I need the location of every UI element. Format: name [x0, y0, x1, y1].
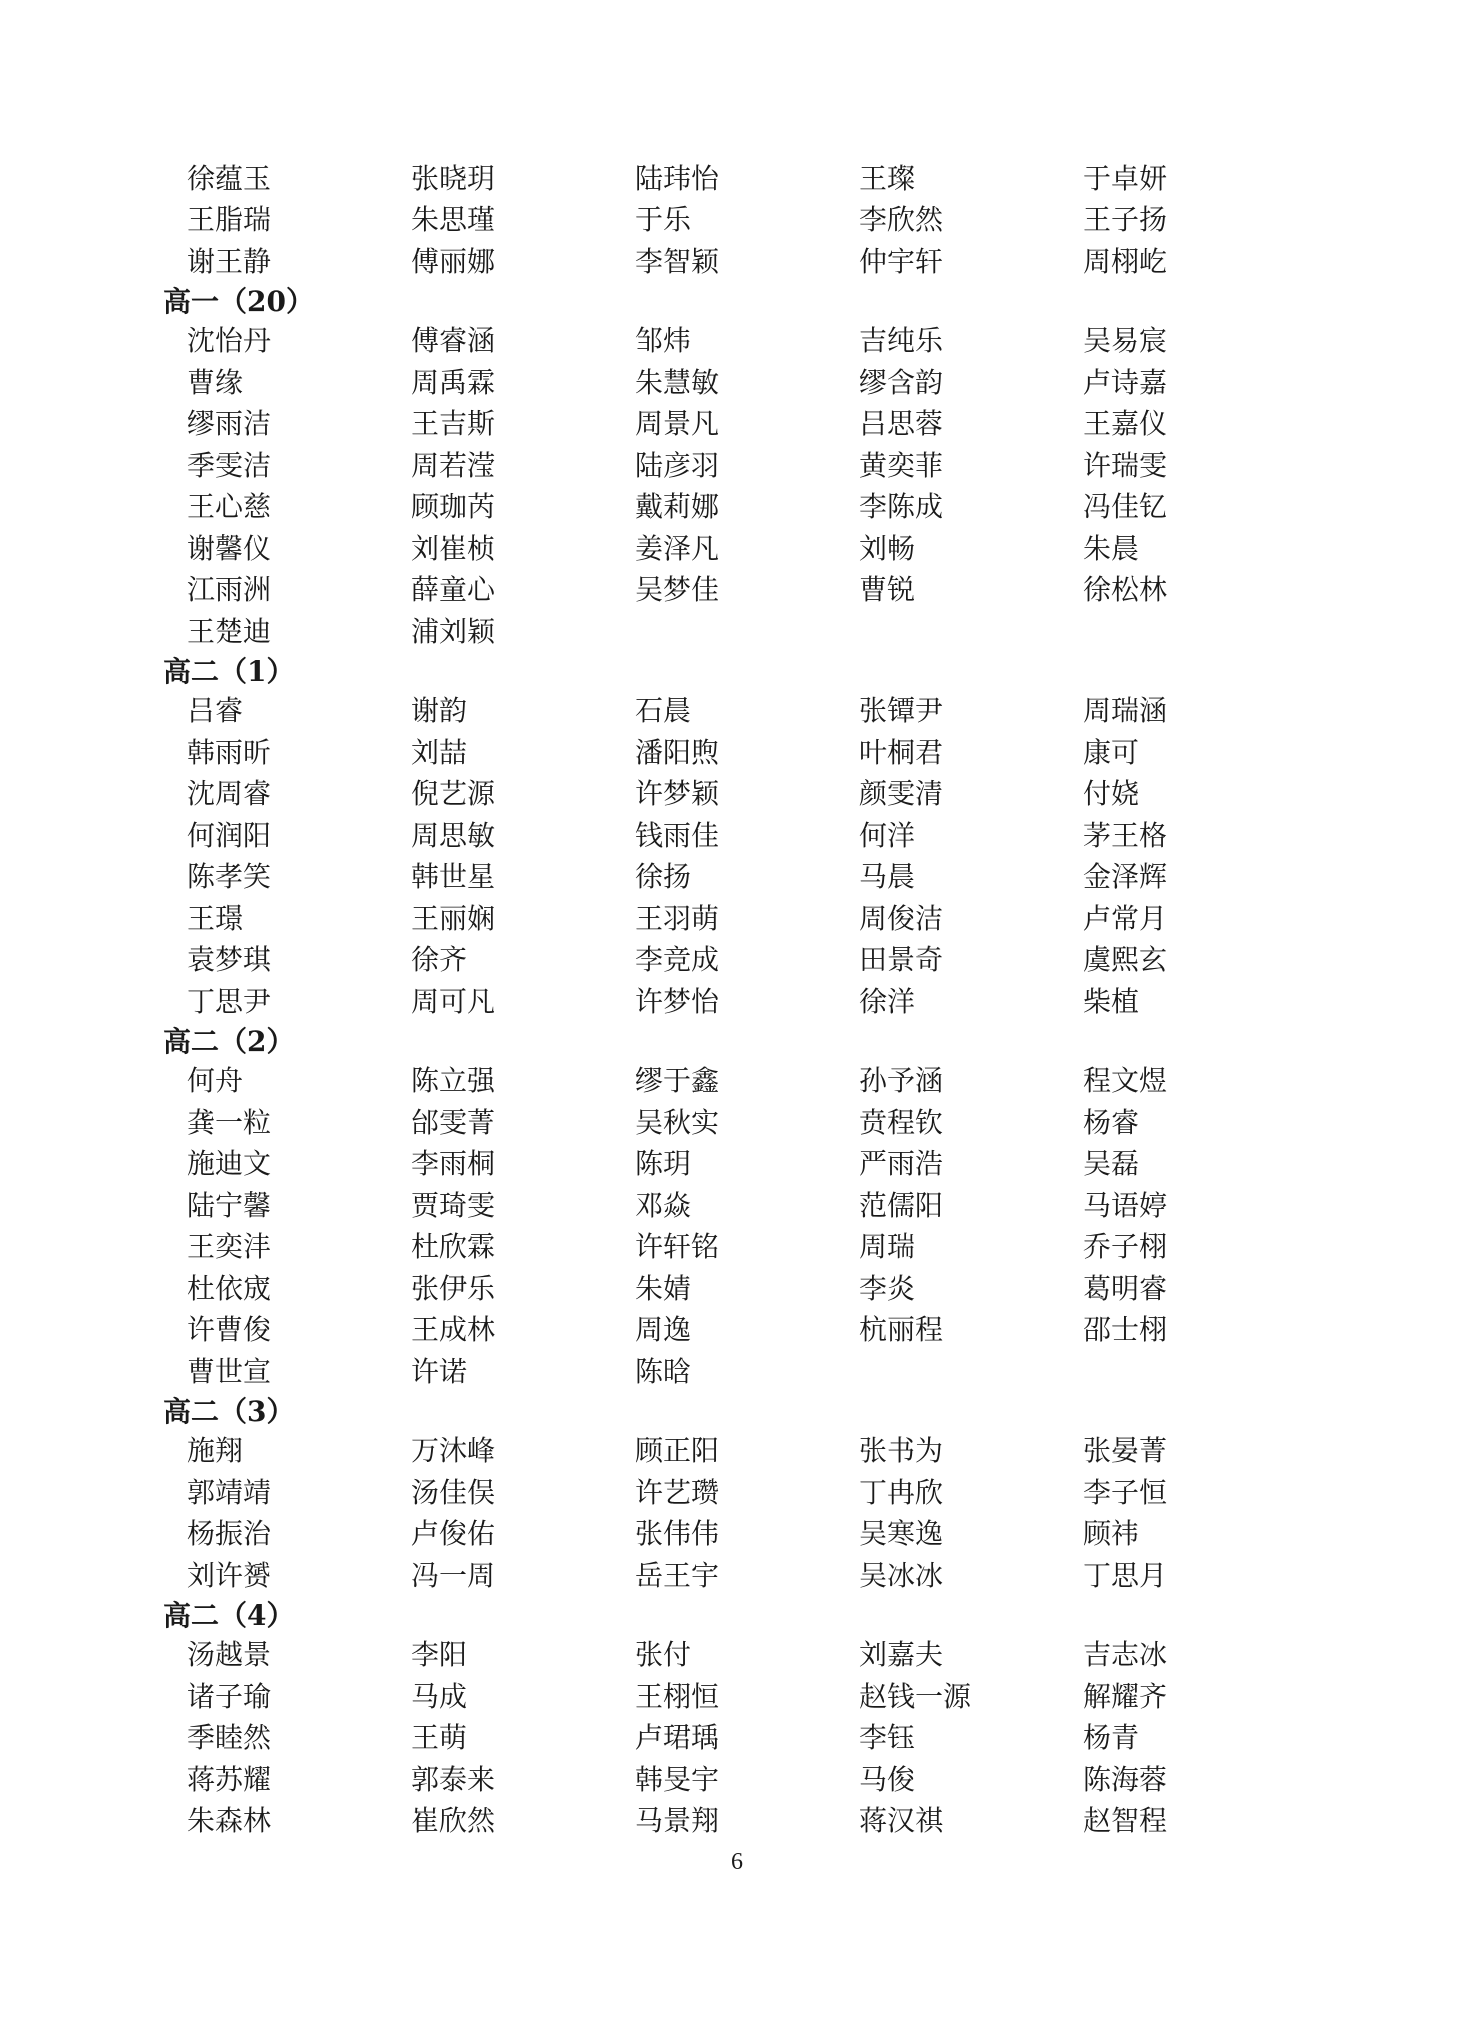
student-name: 李钰 — [859, 1721, 916, 1755]
student-name: 谢王静 — [187, 244, 272, 278]
student-name: 钱雨佳 — [635, 818, 720, 852]
student-name: 曹锐 — [859, 573, 916, 607]
name-row — [175, 1799, 1295, 1841]
student-name: 周思敏 — [411, 818, 496, 852]
student-name: 陆宁馨 — [187, 1188, 272, 1222]
student-name: 沈周睿 — [187, 777, 272, 811]
student-name: 李欣然 — [859, 203, 944, 237]
student-name: 许梦颖 — [635, 777, 720, 811]
student-name: 蒋苏耀 — [187, 1762, 272, 1796]
student-name: 许诺 — [411, 1354, 468, 1388]
student-name: 陆玮怡 — [635, 161, 720, 195]
name-row — [175, 1553, 1295, 1595]
student-name: 陈孝笑 — [187, 860, 272, 894]
name-row — [175, 1716, 1295, 1758]
name-row — [175, 1183, 1295, 1225]
name-row — [175, 402, 1295, 444]
student-name: 王子扬 — [1083, 203, 1168, 237]
student-name: 赵钱一源 — [859, 1679, 972, 1713]
student-name: 朱思瑾 — [411, 203, 496, 237]
student-name: 许轩铭 — [635, 1230, 720, 1264]
name-row — [175, 1633, 1295, 1675]
student-name: 江雨洲 — [187, 573, 272, 607]
student-name: 黄奕菲 — [859, 448, 944, 482]
student-name: 张晓玥 — [411, 161, 496, 195]
student-name: 贾琦雯 — [411, 1188, 496, 1222]
name-row — [175, 979, 1295, 1021]
student-name: 吴磊 — [1083, 1147, 1140, 1181]
student-name: 傅丽娜 — [411, 244, 496, 278]
student-name: 施翔 — [187, 1434, 244, 1468]
student-name: 缪于鑫 — [635, 1064, 720, 1098]
student-name: 王嘉仪 — [1083, 407, 1168, 441]
class-heading: 高二（2） — [163, 1024, 295, 1058]
name-row — [175, 896, 1295, 938]
student-name: 许艺瓒 — [635, 1475, 720, 1509]
name-row — [175, 1142, 1295, 1184]
class-section — [163, 1391, 1295, 1595]
student-name: 袁梦琪 — [187, 943, 272, 977]
student-name: 吴秋实 — [635, 1105, 720, 1139]
student-name: 王丽娴 — [411, 901, 496, 935]
student-name: 顾珈芮 — [411, 490, 496, 524]
student-name: 郭靖靖 — [187, 1475, 272, 1509]
student-name: 邓焱 — [635, 1188, 692, 1222]
student-name: 潘阳煦 — [635, 735, 720, 769]
student-name: 马语婷 — [1083, 1188, 1168, 1222]
student-name: 马景翔 — [635, 1804, 720, 1838]
student-name: 顾祎 — [1083, 1517, 1140, 1551]
student-name: 周瑞涵 — [1083, 694, 1168, 728]
student-name: 王栩恒 — [635, 1679, 720, 1713]
class-heading: 高二（1） — [163, 654, 295, 688]
student-name: 朱慧敏 — [635, 365, 720, 399]
student-name: 徐扬 — [635, 860, 692, 894]
student-name: 汤越景 — [187, 1638, 272, 1672]
student-name: 茅王格 — [1083, 818, 1168, 852]
student-name: 丁思尹 — [187, 984, 272, 1018]
student-name: 杨振治 — [187, 1517, 272, 1551]
student-name: 王脂瑞 — [187, 203, 272, 237]
student-name: 陈晗 — [635, 1354, 692, 1388]
student-name: 周瑞 — [859, 1230, 916, 1264]
student-name: 邰雯菁 — [411, 1105, 496, 1139]
student-name: 缪雨洁 — [187, 407, 272, 441]
student-name: 杜依宬 — [187, 1271, 272, 1305]
student-name: 冯佳钇 — [1083, 490, 1168, 524]
student-name: 曹世宣 — [187, 1354, 272, 1388]
student-name: 季睦然 — [187, 1721, 272, 1755]
student-name: 徐松林 — [1083, 573, 1168, 607]
student-name: 杨青 — [1083, 1721, 1140, 1755]
student-name: 乔子栩 — [1083, 1230, 1168, 1264]
student-name: 周俊洁 — [859, 901, 944, 935]
name-row — [175, 1059, 1295, 1101]
student-name: 许曹俊 — [187, 1313, 272, 1347]
student-name: 吉纯乐 — [859, 324, 944, 358]
student-name: 丁思月 — [1083, 1558, 1168, 1592]
student-name: 何润阳 — [187, 818, 272, 852]
name-row — [175, 730, 1295, 772]
student-name: 解耀齐 — [1083, 1679, 1168, 1713]
student-name: 李智颖 — [635, 244, 720, 278]
name-row — [175, 689, 1295, 731]
student-name: 葛明睿 — [1083, 1271, 1168, 1305]
class-section — [175, 156, 1295, 281]
student-name: 王吉斯 — [411, 407, 496, 441]
student-name: 马晨 — [859, 860, 916, 894]
student-name: 薛童心 — [411, 573, 496, 607]
student-name: 卢珺瑀 — [635, 1721, 720, 1755]
page-number: 6 — [731, 1849, 743, 1875]
student-name: 朱森林 — [187, 1804, 272, 1838]
student-name: 石晨 — [635, 694, 692, 728]
student-name: 马俊 — [859, 1762, 916, 1796]
name-row — [175, 156, 1295, 198]
student-name: 王奕沣 — [187, 1230, 272, 1264]
student-name: 徐蕴玉 — [187, 161, 272, 195]
name-row — [175, 938, 1295, 980]
student-name: 许瑞雯 — [1083, 448, 1168, 482]
student-name: 韩雨昕 — [187, 735, 272, 769]
student-name: 颜雯清 — [859, 777, 944, 811]
student-name: 傅睿涵 — [411, 324, 496, 358]
student-name: 王心慈 — [187, 490, 272, 524]
student-name: 吴梦佳 — [635, 573, 720, 607]
student-name: 金泽辉 — [1083, 860, 1168, 894]
student-name: 张伟伟 — [635, 1517, 720, 1551]
name-row — [175, 1674, 1295, 1716]
name-row — [175, 1470, 1295, 1512]
student-name: 徐洋 — [859, 984, 916, 1018]
student-name: 李陈成 — [859, 490, 944, 524]
name-row — [175, 1308, 1295, 1350]
student-name: 杨睿 — [1083, 1105, 1140, 1139]
class-heading: 高二（4） — [163, 1598, 295, 1632]
student-name: 刘嘉夫 — [859, 1638, 944, 1672]
student-name: 徐齐 — [411, 943, 468, 977]
name-row — [175, 855, 1295, 897]
student-name: 吕思蓉 — [859, 407, 944, 441]
student-name: 张伊乐 — [411, 1271, 496, 1305]
name-row — [175, 526, 1295, 568]
student-name: 陈玥 — [635, 1147, 692, 1181]
student-name: 韩旻宇 — [635, 1762, 720, 1796]
name-row — [175, 1349, 1295, 1391]
student-name: 仲宇轩 — [859, 244, 944, 278]
student-name: 郭泰来 — [411, 1762, 496, 1796]
name-row — [175, 1429, 1295, 1471]
name-row — [175, 609, 1295, 651]
student-name: 于乐 — [635, 203, 692, 237]
name-row — [175, 443, 1295, 485]
class-section — [163, 1021, 1295, 1391]
student-name: 何洋 — [859, 818, 916, 852]
student-name: 周若滢 — [411, 448, 496, 482]
name-row — [175, 360, 1295, 402]
student-name: 周栩屹 — [1083, 244, 1168, 278]
student-name: 王璟 — [187, 901, 244, 935]
student-name: 龚一粒 — [187, 1105, 272, 1139]
name-row — [175, 485, 1295, 527]
name-row — [175, 319, 1295, 361]
student-name: 陈海蓉 — [1083, 1762, 1168, 1796]
student-name: 卢诗嘉 — [1083, 365, 1168, 399]
student-name: 刘许赟 — [187, 1558, 272, 1592]
student-name: 李子恒 — [1083, 1475, 1168, 1509]
student-name: 严雨浩 — [859, 1147, 944, 1181]
student-name: 邹炜 — [635, 324, 692, 358]
name-list — [163, 156, 1295, 1840]
name-row — [175, 1266, 1295, 1308]
student-name: 沈怡丹 — [187, 324, 272, 358]
student-name: 戴莉娜 — [635, 490, 720, 524]
student-name: 岳王宇 — [635, 1558, 720, 1592]
student-name: 李阳 — [411, 1638, 468, 1672]
student-name: 许梦怡 — [635, 984, 720, 1018]
student-name: 李竞成 — [635, 943, 720, 977]
student-name: 孙予涵 — [859, 1064, 944, 1098]
student-name: 卢常月 — [1083, 901, 1168, 935]
name-row — [175, 239, 1295, 281]
student-name: 田景奇 — [859, 943, 944, 977]
student-name: 吴易宸 — [1083, 324, 1168, 358]
student-name: 赵智程 — [1083, 1804, 1168, 1838]
student-name: 周逸 — [635, 1313, 692, 1347]
student-name: 季雯洁 — [187, 448, 272, 482]
class-heading: 高一（20） — [163, 284, 314, 318]
student-name: 万沐峰 — [411, 1434, 496, 1468]
student-name: 刘畅 — [859, 531, 916, 565]
student-name: 贲程钦 — [859, 1105, 944, 1139]
student-name: 崔欣然 — [411, 1804, 496, 1838]
student-name: 倪艺源 — [411, 777, 496, 811]
class-section — [163, 1595, 1295, 1841]
student-name: 程文煜 — [1083, 1064, 1168, 1098]
student-name: 顾正阳 — [635, 1434, 720, 1468]
student-name: 于卓妍 — [1083, 161, 1168, 195]
student-name: 杭丽程 — [859, 1313, 944, 1347]
student-name: 张镡尹 — [859, 694, 944, 728]
student-name: 柴植 — [1083, 984, 1140, 1018]
name-row — [175, 568, 1295, 610]
class-section — [163, 651, 1295, 1021]
class-heading: 高二（3） — [163, 1394, 295, 1428]
student-name: 周禹霖 — [411, 365, 496, 399]
student-name: 付娆 — [1083, 777, 1140, 811]
student-name: 李炎 — [859, 1271, 916, 1305]
student-name: 叶桐君 — [859, 735, 944, 769]
student-name: 吉志冰 — [1083, 1638, 1168, 1672]
name-row — [175, 772, 1295, 814]
student-name: 刘崔桢 — [411, 531, 496, 565]
student-name: 吕睿 — [187, 694, 244, 728]
student-name: 汤佳俣 — [411, 1475, 496, 1509]
student-name: 丁冉欣 — [859, 1475, 944, 1509]
student-name: 王羽萌 — [635, 901, 720, 935]
name-row — [175, 1100, 1295, 1142]
student-name: 虞熙玄 — [1083, 943, 1168, 977]
student-name: 康可 — [1083, 735, 1140, 769]
student-name: 王楚迪 — [187, 614, 272, 648]
class-section — [163, 281, 1295, 651]
student-name: 卢俊佑 — [411, 1517, 496, 1551]
student-name: 吴冰冰 — [859, 1558, 944, 1592]
student-name: 王萌 — [411, 1721, 468, 1755]
student-name: 朱晨 — [1083, 531, 1140, 565]
student-name: 张晏菁 — [1083, 1434, 1168, 1468]
student-name: 王成林 — [411, 1313, 496, 1347]
student-name: 周景凡 — [635, 407, 720, 441]
student-name: 王璨 — [859, 161, 916, 195]
student-name: 缪含韵 — [859, 365, 944, 399]
student-name: 浦刘颖 — [411, 614, 496, 648]
student-name: 朱婧 — [635, 1271, 692, 1305]
name-row — [175, 1225, 1295, 1267]
student-name: 李雨桐 — [411, 1147, 496, 1181]
student-name: 刘喆 — [411, 735, 468, 769]
student-name: 冯一周 — [411, 1558, 496, 1592]
student-name: 邵士栩 — [1083, 1313, 1168, 1347]
student-name: 谢馨仪 — [187, 531, 272, 565]
student-name: 范儒阳 — [859, 1188, 944, 1222]
student-name: 陈立强 — [411, 1064, 496, 1098]
student-name: 施迪文 — [187, 1147, 272, 1181]
student-name: 何舟 — [187, 1064, 244, 1098]
name-row — [175, 1757, 1295, 1799]
name-row — [175, 813, 1295, 855]
student-name: 吴寒逸 — [859, 1517, 944, 1551]
student-name: 曹缘 — [187, 365, 244, 399]
student-name: 陆彦羽 — [635, 448, 720, 482]
student-name: 诸子瑜 — [187, 1679, 272, 1713]
student-name: 周可凡 — [411, 984, 496, 1018]
student-name: 马成 — [411, 1679, 468, 1713]
student-name: 韩世星 — [411, 860, 496, 894]
name-row — [175, 1512, 1295, 1554]
student-name: 张付 — [635, 1638, 692, 1672]
name-row — [175, 198, 1295, 240]
student-name: 杜欣霖 — [411, 1230, 496, 1264]
student-name: 蒋汉祺 — [859, 1804, 944, 1838]
student-name: 姜泽凡 — [635, 531, 720, 565]
student-name: 谢韵 — [411, 694, 468, 728]
student-name: 张书为 — [859, 1434, 944, 1468]
